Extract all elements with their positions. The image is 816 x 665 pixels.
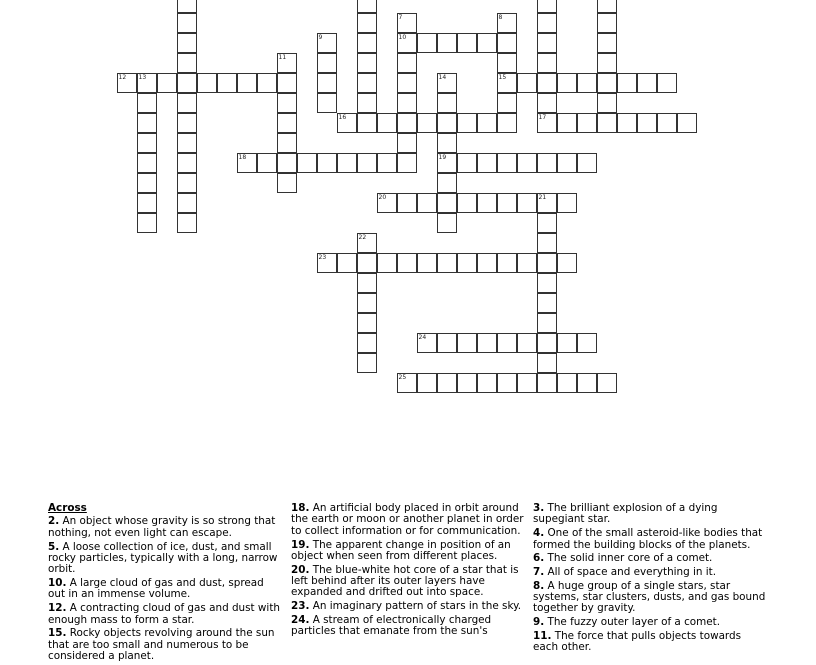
clue-number: 23 bbox=[318, 253, 327, 261]
crossword-cell[interactable] bbox=[297, 153, 317, 173]
crossword-cell[interactable] bbox=[377, 253, 397, 273]
clue-text: The solid inner core of a comet. bbox=[547, 552, 713, 565]
crossword-cell[interactable] bbox=[617, 113, 637, 133]
clue-text: The apparent change in position of an object when seen from different places. bbox=[291, 538, 511, 562]
crossword-cell[interactable] bbox=[217, 73, 237, 93]
crossword-cell[interactable] bbox=[317, 153, 337, 173]
clue-text: Rocky objects revolving around the sun that are too small and numerous to be considered a planet. bbox=[48, 627, 275, 663]
clue-number-label: 18. bbox=[291, 502, 310, 514]
clue-number-label: 6. bbox=[533, 552, 545, 565]
clue-number: 7 bbox=[398, 13, 403, 21]
clue-text: The fuzzy outer layer of a comet. bbox=[547, 616, 721, 629]
crossword-cell[interactable] bbox=[357, 293, 377, 313]
crossword-cell[interactable] bbox=[437, 33, 457, 53]
clue-number: 19 bbox=[438, 153, 447, 161]
crossword-cell[interactable] bbox=[517, 73, 537, 93]
crossword-cell[interactable] bbox=[377, 153, 397, 173]
crossword-cell[interactable] bbox=[177, 133, 197, 153]
crossword-cell[interactable] bbox=[357, 353, 377, 373]
clue-number: 10 bbox=[398, 33, 407, 41]
clue-number: 17 bbox=[538, 113, 547, 121]
crossword-cell[interactable] bbox=[397, 73, 417, 93]
crossword-cell[interactable] bbox=[437, 333, 457, 353]
crossword-cell[interactable] bbox=[457, 253, 477, 273]
clue-text: A huge group of a single stars, star systems, star clusters, dusts, and gas bound together by gravity. bbox=[533, 579, 766, 615]
crossword-cell[interactable] bbox=[637, 73, 657, 93]
clue-item bbox=[533, 631, 769, 654]
crossword-cell[interactable] bbox=[417, 113, 437, 133]
clue-number: 16 bbox=[338, 113, 347, 121]
crossword-cell[interactable] bbox=[537, 33, 557, 53]
clue-item bbox=[291, 540, 527, 563]
crossword-cell[interactable] bbox=[497, 253, 517, 273]
crossword-cell[interactable] bbox=[417, 333, 437, 353]
clue-text: A large cloud of gas and dust, spread out in an immense volume. bbox=[48, 577, 264, 601]
clue-text: The brilliant explosion of a dying supegiant star. bbox=[533, 502, 718, 526]
clue-number: 9 bbox=[318, 33, 323, 41]
crossword-cell[interactable] bbox=[537, 113, 557, 133]
crossword-cell[interactable] bbox=[437, 213, 457, 233]
crossword-cell[interactable] bbox=[517, 193, 537, 213]
crossword-cell[interactable] bbox=[317, 93, 337, 113]
crossword-cell[interactable] bbox=[337, 113, 357, 133]
crossword-cell[interactable] bbox=[357, 13, 377, 33]
clue-number-label: 11. bbox=[533, 629, 552, 642]
crossword-cell[interactable] bbox=[657, 113, 677, 133]
crossword-cell[interactable] bbox=[177, 0, 197, 13]
crossword-cell[interactable] bbox=[617, 73, 637, 93]
crossword-cell[interactable] bbox=[437, 73, 457, 93]
crossword-cell[interactable] bbox=[597, 113, 617, 133]
clue-number-label: 2. bbox=[48, 515, 60, 528]
crossword-cell[interactable] bbox=[277, 173, 297, 193]
crossword-cell[interactable] bbox=[517, 333, 537, 353]
crossword-cell[interactable] bbox=[397, 373, 417, 393]
clue-number: 8 bbox=[498, 13, 503, 21]
crossword-cell[interactable] bbox=[477, 153, 497, 173]
crossword-cell[interactable] bbox=[357, 93, 377, 113]
clue-number: 22 bbox=[358, 233, 367, 241]
crossword-cell[interactable] bbox=[137, 73, 157, 93]
crossword-cell[interactable] bbox=[537, 253, 557, 273]
crossword-cell[interactable] bbox=[357, 53, 377, 73]
crossword-cell[interactable] bbox=[597, 33, 617, 53]
clue-item bbox=[533, 617, 769, 628]
crossword-cell[interactable] bbox=[177, 213, 197, 233]
crossword-cell[interactable] bbox=[497, 193, 517, 213]
crossword-cell[interactable] bbox=[357, 333, 377, 353]
crossword-cell[interactable] bbox=[497, 73, 517, 93]
crossword-cell[interactable] bbox=[477, 253, 497, 273]
crossword-cell[interactable] bbox=[317, 253, 337, 273]
crossword-cell[interactable] bbox=[277, 133, 297, 153]
crossword-cell[interactable] bbox=[557, 373, 577, 393]
clue-item bbox=[291, 503, 527, 537]
crossword-cell[interactable] bbox=[537, 93, 557, 113]
crossword-cell[interactable] bbox=[337, 253, 357, 273]
crossword-cell[interactable] bbox=[537, 373, 557, 393]
clue-number-label: 10. bbox=[48, 577, 67, 590]
clue-number-label: 9. bbox=[533, 616, 545, 629]
clue-text: All of space and everything in it. bbox=[547, 565, 717, 578]
clue-item bbox=[533, 528, 769, 551]
crossword-cell[interactable] bbox=[577, 333, 597, 353]
crossword-cell[interactable] bbox=[357, 273, 377, 293]
clue-number: 15 bbox=[498, 73, 507, 81]
clue-item bbox=[48, 578, 280, 601]
crossword-cell[interactable] bbox=[457, 153, 477, 173]
clue-text: An imaginary pattern of stars in the sky. bbox=[312, 600, 522, 613]
crossword-cell[interactable] bbox=[497, 333, 517, 353]
crossword-cell[interactable] bbox=[137, 153, 157, 173]
clue-text: An object whose gravity is so strong that nothing, not even light can escape. bbox=[48, 515, 276, 539]
crossword-cell[interactable] bbox=[577, 113, 597, 133]
crossword-cell[interactable] bbox=[377, 193, 397, 213]
crossword-cell[interactable] bbox=[457, 373, 477, 393]
crossword-cell[interactable] bbox=[177, 13, 197, 33]
crossword-cell[interactable] bbox=[277, 113, 297, 133]
clue-text: One of the small asteroid-like bodies that formed the building blocks of the planets. bbox=[533, 527, 763, 551]
clue-number-label: 7. bbox=[533, 565, 545, 578]
crossword-cell[interactable] bbox=[277, 153, 297, 173]
crossword-cell[interactable] bbox=[437, 93, 457, 113]
crossword-cell[interactable] bbox=[537, 273, 557, 293]
crossword-cell[interactable] bbox=[137, 213, 157, 233]
clue-number: 20 bbox=[378, 193, 387, 201]
crossword-cell[interactable] bbox=[537, 313, 557, 333]
crossword-cell[interactable] bbox=[497, 53, 517, 73]
clue-item bbox=[48, 516, 280, 539]
clue-text: An artificial body placed in orbit around the earth or moon or another planet in order to collect information or for communication. bbox=[291, 502, 524, 537]
crossword-cell[interactable] bbox=[597, 373, 617, 393]
crossword-cell[interactable] bbox=[557, 153, 577, 173]
crossword-cell[interactable] bbox=[537, 53, 557, 73]
crossword-cell[interactable] bbox=[177, 193, 197, 213]
crossword-cell[interactable] bbox=[437, 373, 457, 393]
crossword-cell[interactable] bbox=[397, 93, 417, 113]
crossword-cell[interactable] bbox=[457, 33, 477, 53]
crossword-cell[interactable] bbox=[177, 173, 197, 193]
clue-number-label: 15. bbox=[48, 627, 67, 640]
crossword-cell[interactable] bbox=[357, 153, 377, 173]
crossword-cell[interactable] bbox=[517, 253, 537, 273]
crossword-cell[interactable] bbox=[557, 193, 577, 213]
clue-number-label: 24. bbox=[291, 613, 310, 626]
crossword-cell[interactable] bbox=[137, 173, 157, 193]
crossword-cell[interactable] bbox=[677, 113, 697, 133]
crossword-cell[interactable] bbox=[137, 133, 157, 153]
clue-number-label: 8. bbox=[533, 579, 545, 592]
crossword-cell[interactable] bbox=[417, 253, 437, 273]
crossword-cell[interactable] bbox=[437, 113, 457, 133]
crossword-cell[interactable] bbox=[397, 253, 417, 273]
clue-number: 18 bbox=[238, 153, 247, 161]
crossword-cell[interactable] bbox=[477, 373, 497, 393]
crossword-cell[interactable] bbox=[597, 73, 617, 93]
clue-item bbox=[48, 628, 280, 662]
crossword-cell[interactable] bbox=[377, 113, 397, 133]
crossword-cell[interactable] bbox=[177, 113, 197, 133]
crossword-cell[interactable] bbox=[277, 73, 297, 93]
crossword-cell[interactable] bbox=[357, 313, 377, 333]
crossword-cell[interactable] bbox=[537, 353, 557, 373]
crossword-cell[interactable] bbox=[537, 293, 557, 313]
crossword-cell[interactable] bbox=[357, 73, 377, 93]
clue-item bbox=[291, 615, 527, 638]
crossword-cell[interactable] bbox=[397, 133, 417, 153]
crossword-cell[interactable] bbox=[277, 93, 297, 113]
crossword-cell[interactable] bbox=[537, 153, 557, 173]
crossword-cell[interactable] bbox=[397, 13, 417, 33]
crossword-cell[interactable] bbox=[237, 73, 257, 93]
crossword-cell[interactable] bbox=[437, 253, 457, 273]
crossword-cell[interactable] bbox=[477, 193, 497, 213]
crossword-cell[interactable] bbox=[237, 153, 257, 173]
crossword-cell[interactable] bbox=[537, 333, 557, 353]
crossword-cell[interactable] bbox=[497, 113, 517, 133]
clue-number: 21 bbox=[538, 193, 547, 201]
crossword-cell[interactable] bbox=[437, 173, 457, 193]
crossword-cell[interactable] bbox=[397, 113, 417, 133]
crossword-cell[interactable] bbox=[497, 13, 517, 33]
crossword-cell[interactable] bbox=[537, 193, 557, 213]
crossword-cell[interactable] bbox=[537, 73, 557, 93]
crossword-cell[interactable] bbox=[197, 73, 217, 93]
crossword-cell[interactable] bbox=[577, 373, 597, 393]
crossword-cell[interactable] bbox=[317, 73, 337, 93]
clue-item bbox=[533, 567, 769, 578]
crossword-cell[interactable] bbox=[257, 73, 277, 93]
clue-number-label: 23. bbox=[291, 600, 310, 613]
clues-column-3 bbox=[533, 503, 769, 656]
crossword-cell[interactable] bbox=[597, 53, 617, 73]
crossword-cell[interactable] bbox=[357, 33, 377, 53]
crossword-cell[interactable] bbox=[437, 153, 457, 173]
crossword-cell[interactable] bbox=[137, 193, 157, 213]
crossword-cell[interactable] bbox=[157, 73, 177, 93]
crossword-cell[interactable] bbox=[417, 373, 437, 393]
clue-text: The blue-white hot core of a star that is left behind after its outer layers have expanded and drifted out into space. bbox=[291, 563, 519, 599]
crossword-cell[interactable] bbox=[317, 33, 337, 53]
clue-item bbox=[48, 542, 280, 576]
clue-number: 13 bbox=[138, 73, 147, 81]
clue-number-label: 20. bbox=[291, 563, 310, 576]
crossword-cell[interactable] bbox=[177, 73, 197, 93]
crossword-cell[interactable] bbox=[517, 373, 537, 393]
clue-item bbox=[533, 503, 769, 526]
clue-number-label: 5. bbox=[48, 540, 60, 553]
crossword-cell[interactable] bbox=[477, 33, 497, 53]
crossword-cell[interactable] bbox=[357, 253, 377, 273]
crossword-cell[interactable] bbox=[657, 73, 677, 93]
clue-number: 12 bbox=[118, 73, 127, 81]
clue-text: A stream of electronically charged particles that emanate from the sun's bbox=[291, 613, 492, 638]
crossword-cell[interactable] bbox=[457, 113, 477, 133]
crossword-cell[interactable] bbox=[177, 53, 197, 73]
crossword-cell[interactable] bbox=[357, 233, 377, 253]
clues-column-2 bbox=[291, 503, 527, 640]
crossword-cell[interactable] bbox=[597, 13, 617, 33]
clue-number: 24 bbox=[418, 333, 427, 341]
crossword-cell[interactable] bbox=[357, 0, 377, 13]
crossword-cell[interactable] bbox=[597, 0, 617, 13]
crossword-cell[interactable] bbox=[397, 193, 417, 213]
crossword-cell[interactable] bbox=[397, 153, 417, 173]
crossword-cell[interactable] bbox=[317, 53, 337, 73]
clue-number: 14 bbox=[438, 73, 447, 81]
crossword-cell[interactable] bbox=[537, 213, 557, 233]
crossword-cell[interactable] bbox=[437, 133, 457, 153]
clue-number: 11 bbox=[278, 53, 287, 61]
clue-text: A loose collection of ice, dust, and small rocky particles, typically with a long, narrow orbit. bbox=[48, 540, 278, 576]
crossword-cell[interactable] bbox=[457, 333, 477, 353]
clue-item bbox=[533, 553, 769, 564]
crossword-cell[interactable] bbox=[177, 153, 197, 173]
clue-text: The force that pulls objects towards each other. bbox=[533, 629, 742, 654]
clue-item bbox=[533, 581, 769, 615]
crossword-cell[interactable] bbox=[537, 13, 557, 33]
crossword-cell[interactable] bbox=[277, 53, 297, 73]
crossword-cell[interactable] bbox=[557, 113, 577, 133]
crossword-cell[interactable] bbox=[537, 0, 557, 13]
crossword-cell[interactable] bbox=[137, 93, 157, 113]
crossword-cell[interactable] bbox=[257, 153, 277, 173]
clue-item bbox=[291, 601, 527, 612]
crossword-cell[interactable] bbox=[497, 153, 517, 173]
crossword-cell[interactable] bbox=[137, 113, 157, 133]
crossword-cell[interactable] bbox=[397, 33, 417, 53]
crossword-cell[interactable] bbox=[477, 333, 497, 353]
clue-item bbox=[48, 603, 280, 626]
crossword-cell[interactable] bbox=[177, 33, 197, 53]
across-heading: Across bbox=[48, 502, 87, 514]
crossword-cell[interactable] bbox=[117, 73, 137, 93]
crossword-cell[interactable] bbox=[557, 253, 577, 273]
clue-text: A contracting cloud of gas and dust with enough mass to form a star. bbox=[48, 602, 280, 626]
crossword-cell[interactable] bbox=[417, 33, 437, 53]
crossword-cell[interactable] bbox=[457, 193, 477, 213]
crossword-cell[interactable] bbox=[497, 33, 517, 53]
crossword-cell[interactable] bbox=[477, 113, 497, 133]
crossword-cell[interactable] bbox=[397, 53, 417, 73]
clue-item bbox=[291, 565, 527, 599]
crossword-cell[interactable] bbox=[337, 153, 357, 173]
crossword-cell[interactable] bbox=[437, 193, 457, 213]
crossword-cell[interactable] bbox=[557, 73, 577, 93]
crossword-cell[interactable] bbox=[637, 113, 657, 133]
crossword-cell[interactable] bbox=[597, 93, 617, 113]
crossword-cell[interactable] bbox=[177, 93, 197, 113]
clues-column-1 bbox=[48, 503, 280, 665]
clue-number-label: 19. bbox=[291, 538, 310, 551]
crossword-cell[interactable] bbox=[357, 113, 377, 133]
crossword-cell[interactable] bbox=[577, 153, 597, 173]
crossword-cell[interactable] bbox=[417, 193, 437, 213]
crossword-cell[interactable] bbox=[517, 153, 537, 173]
clue-number-label: 12. bbox=[48, 602, 67, 615]
crossword-cell[interactable] bbox=[577, 73, 597, 93]
crossword-cell[interactable] bbox=[537, 233, 557, 253]
crossword-cell[interactable] bbox=[497, 93, 517, 113]
clue-number-label: 4. bbox=[533, 527, 545, 540]
crossword-cell[interactable] bbox=[497, 373, 517, 393]
clue-number-label: 3. bbox=[533, 502, 545, 514]
clue-number: 25 bbox=[398, 373, 407, 381]
crossword-cell[interactable] bbox=[557, 333, 577, 353]
